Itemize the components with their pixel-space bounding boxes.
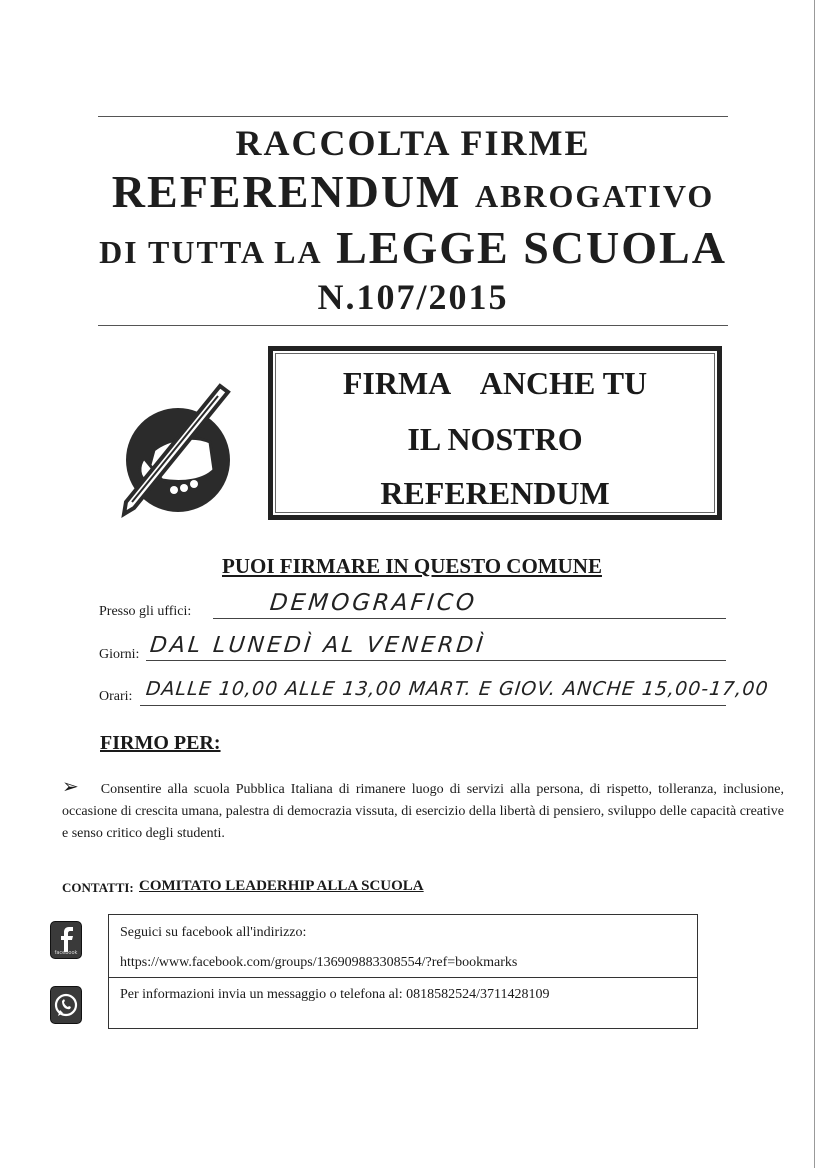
whatsapp-text: Per informazioni invia un messaggio o telefona al: 0818582524/3711428109 xyxy=(120,987,550,1002)
facebook-url[interactable]: https://www.facebook.com/groups/136909883308554/?ref=bookmarks xyxy=(120,955,518,970)
firmo-heading: FIRMO PER: xyxy=(100,732,221,754)
hand-writing-pen-icon xyxy=(114,380,238,518)
title-line-2 xyxy=(0,165,826,218)
orari-label: Orari: xyxy=(99,689,133,704)
whatsapp-icon[interactable] xyxy=(50,986,82,1024)
title-bottom-rule xyxy=(98,325,728,326)
bullet-arrow-icon: ➢ xyxy=(62,776,79,798)
title-law-number: N.107/2015 xyxy=(317,277,509,317)
title-line-4 xyxy=(0,276,826,318)
facebook-line1: Seguici su facebook all'indirizzo: xyxy=(120,925,307,940)
presso-label: Presso gli uffici: xyxy=(99,604,192,619)
facebook-icon[interactable] xyxy=(50,921,82,959)
facebook-icon-caption: facebook xyxy=(54,950,78,956)
where-heading: PUOI FIRMARE IN QUESTO COMUNE xyxy=(222,554,602,578)
title-legge-scuola: LEGGE SCUOLA xyxy=(336,222,727,273)
contacts-committee: COMITATO LEADERHIP ALLA SCUOLA xyxy=(139,878,424,894)
contacts-label: CONTATTI: xyxy=(62,880,134,895)
title-referendum: REFERENDUM xyxy=(111,166,462,217)
title-raccolta: RACCOLTA FIRME xyxy=(235,123,591,163)
banner-line-1: FIRMA ANCHE TU xyxy=(342,365,648,401)
firmo-text: Consentire alla scuola Pubblica Italiana di rimanere luogo di servizi alla persona, di rispetto, tolleranza, inclusione, occasione di crescita umana, palestra di democrazia vissuta, di esercizio della libertà di pensiero, sviluppo delle capacità creative e senso critico degli studenti. xyxy=(62,782,784,841)
orari-value: DALLE 10,00 ALLE 13,00 MART. E GIOV. ANCHE 15,00-17,00 xyxy=(144,678,770,700)
title-line-3 xyxy=(0,221,826,274)
banner-line-2: IL NOSTRO xyxy=(407,421,583,457)
presso-fill-line xyxy=(213,618,726,619)
title-abrogativo: ABROGATIVO xyxy=(474,178,715,214)
giorni-value: DAL LUNEDÌ AL VENERDÌ xyxy=(148,633,488,658)
facebook-contact-box xyxy=(108,914,698,978)
presso-value: DEMOGRAFICO xyxy=(268,590,479,616)
giorni-label: Giorni: xyxy=(99,647,140,662)
title-line-1 xyxy=(0,122,826,164)
title-di-tutta-la: DI TUTTA LA xyxy=(99,234,323,270)
orari-fill-line xyxy=(140,705,726,706)
firmo-paragraph xyxy=(62,776,784,845)
banner-line-3: REFERENDUM xyxy=(380,475,610,511)
whatsapp-glyph-icon xyxy=(51,987,81,1023)
top-rule xyxy=(98,116,728,117)
giorni-fill-line xyxy=(146,660,726,661)
sign-banner xyxy=(268,346,722,520)
scan-edge-line xyxy=(814,0,815,1168)
whatsapp-contact-box xyxy=(108,977,698,1029)
